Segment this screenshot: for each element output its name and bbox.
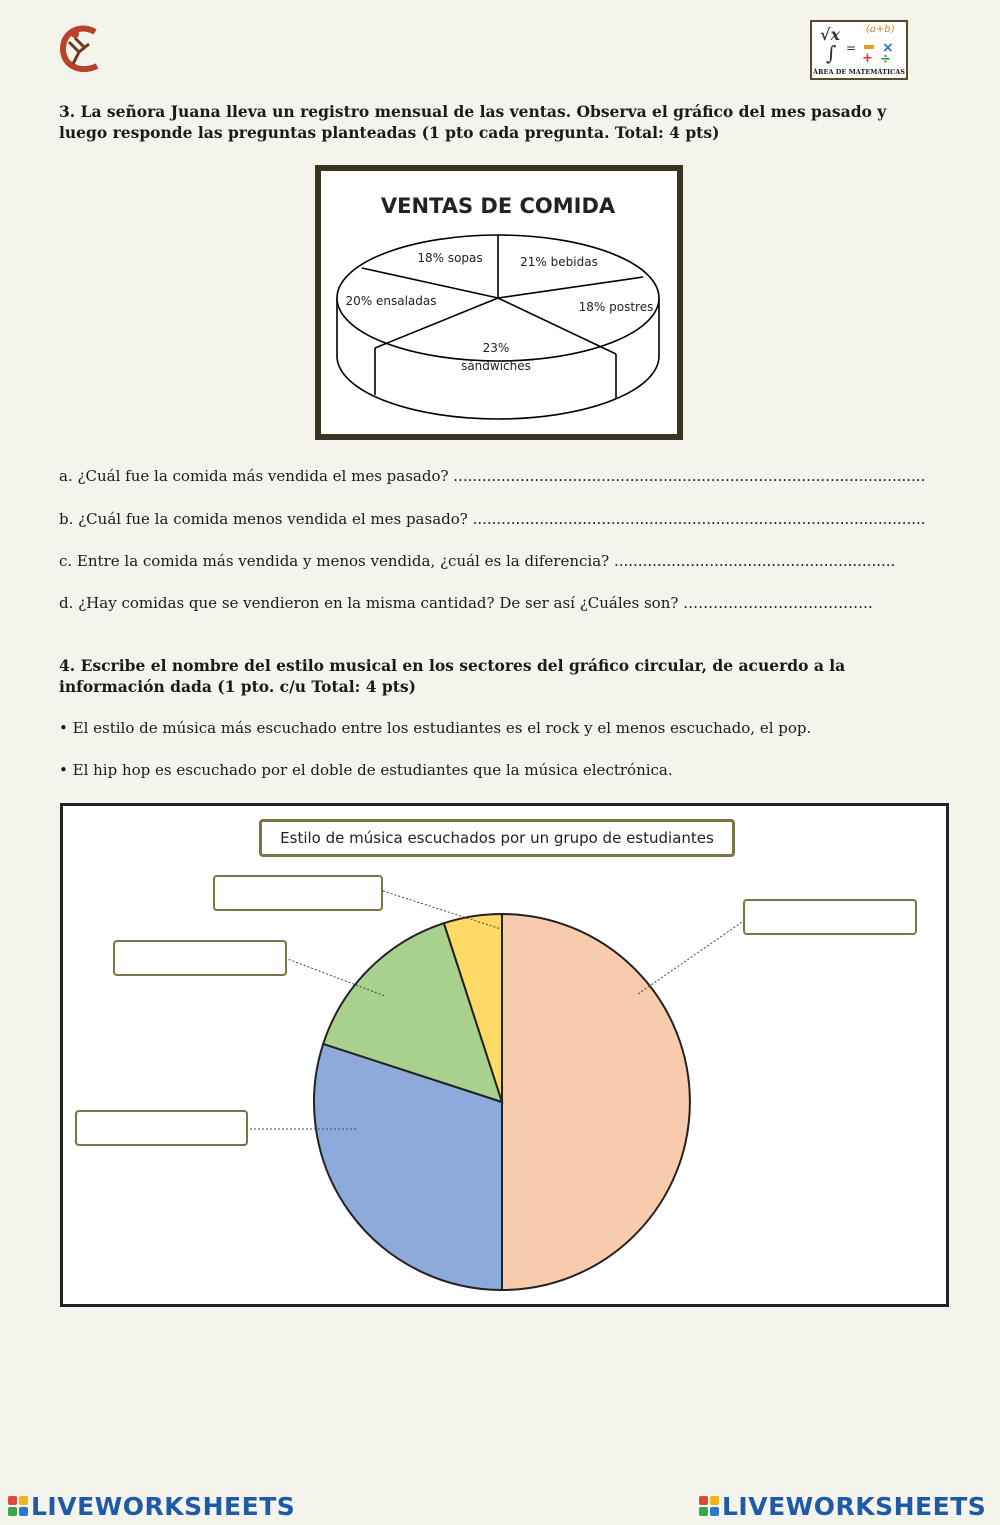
- school-logo: [55, 22, 105, 74]
- question-3a: a. ¿Cuál fue la comida más vendida el mes pasado? ...................................................................................................: [59, 467, 926, 485]
- math-badge-formula: (a+b): [866, 24, 895, 35]
- music-chart-frame: [60, 803, 949, 1307]
- brand-text-right: LIVEWORKSHEETS: [722, 1491, 987, 1521]
- svg-text:÷: ÷: [880, 52, 891, 64]
- pie-slice-1: [502, 914, 690, 1290]
- leader-line-right: [638, 920, 745, 994]
- svg-text:=: =: [846, 41, 857, 55]
- question-3b: b. ¿Cuál fue la comida menos vendida el mes pasado? ...............................................................................................: [59, 510, 926, 528]
- svg-text:√x: √x: [820, 25, 841, 44]
- svg-text:∫: ∫: [826, 41, 837, 64]
- math-area-badge: [810, 20, 908, 80]
- label-bebidas: 21% bebidas: [520, 255, 598, 269]
- question-3-title: 3. La señora Juana lleva un registro mensual de las ventas. Observa el gráfico del mes pasado y luego responde las preguntas planteadas (1 pto cada pregunta. Total: 4 pts): [59, 102, 887, 142]
- label-sandwiches: sándwiches: [461, 359, 531, 373]
- answer-box-green-slice[interactable]: [113, 940, 287, 976]
- brand-blocks-icon: [8, 1496, 28, 1516]
- svg-text:×: ×: [882, 40, 894, 56]
- music-chart-title: Estilo de música escuchados por un grupo de estudiantes: [259, 819, 735, 857]
- question-3d: d. ¿Hay comidas que se vendieron en la misma cantidad? De ser así ¿Cuáles son? ………………………………..: [59, 594, 873, 612]
- food-chart-title: VENTAS DE COMIDA: [380, 194, 616, 218]
- label-sopas: 18% sopas: [417, 251, 483, 265]
- food-sales-pie-svg: [321, 171, 677, 434]
- answer-box-blue-slice[interactable]: [75, 1110, 248, 1146]
- hint-bullet-2: • El hip hop es escuchado por el doble de estudiantes que la música electrónica.: [59, 761, 673, 779]
- answer-box-large-slice[interactable]: [743, 899, 917, 935]
- liveworksheets-brand-left: [8, 1490, 295, 1522]
- math-badge-label: ÁREA DE MATEMÁTICAS: [813, 68, 905, 76]
- question-3c: c. Entre la comida más vendida y menos vendida, ¿cuál es la diferencia? ...........................................................: [59, 552, 896, 570]
- brand-text-left: LIVEWORKSHEETS: [31, 1491, 296, 1521]
- label-sandwiches-pct: 23%: [482, 341, 510, 355]
- svg-text:+: +: [862, 51, 873, 64]
- question-4-title: 4. Escribe el nombre del estilo musical en los sectores del gráfico circular, de acuerdo a la información dada (1 pto. c/u Total: 4 pts): [59, 656, 846, 696]
- food-sales-chart: [315, 165, 683, 440]
- music-pie-svg: [63, 806, 946, 1304]
- answer-box-small-slice[interactable]: [213, 875, 383, 911]
- label-ensaladas: 20% ensaladas: [345, 294, 437, 308]
- hint-bullet-1: • El estilo de música más escuchado entre los estudiantes es el rock y el menos escuchado, el pop.: [59, 719, 812, 737]
- brand-blocks-icon: [699, 1496, 719, 1516]
- liveworksheets-brand-right: [699, 1490, 986, 1522]
- label-postres: 18% postres: [578, 300, 654, 314]
